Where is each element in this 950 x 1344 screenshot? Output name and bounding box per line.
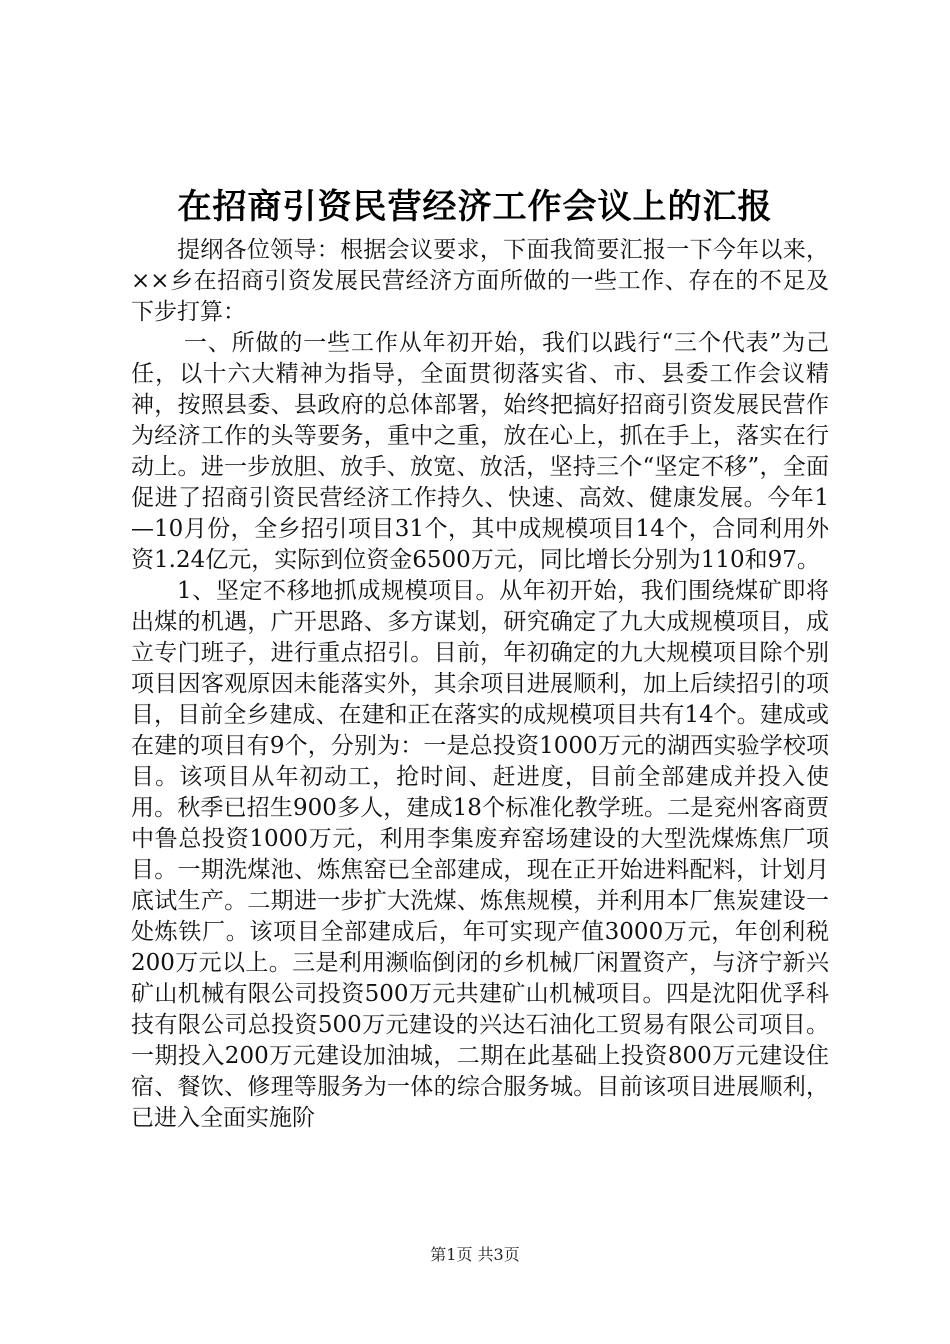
document-body — [131, 235, 829, 1134]
paragraph-intro: 提纲各位领导：根据会议要求，下面我简要汇报一下今年以来，××乡在招商引资发展民营经济方面所做的一些工作、存在的不足及下步打算： — [131, 237, 829, 325]
paragraph-item-one: 1、坚定不移地抓成规模项目。从年初开始，我们围绕煤矿即将出煤的机遇，广开思路、多方谋划，研究确定了九大成规模项目，成立专门班子，进行重点招引。目前，年初确定的九大规模项目除个别项目因客观原因未能落实外，其余项目进展顺利，加上后续招引的项目，目前全乡建成、在建和正在落实的成规模项目共有14个。建成或在建的项目有9个，分别为：一是总投资1000万元的湖西实验学校项目。该项目从年初动工，抢时间、赶进度，目前全部建成并投入使用。秋季已招生900多人，建成18个标准化教学班。二是兖州客商贾中鲁总投资1000万元，利用李集废弃窑场建设的大型洗煤炼焦厂项目。一期洗煤池、炼焦窑已全部建成，现在正开始进料配料，计划月底试生产。二期进一步扩大洗煤、炼焦规模，并利用本厂焦炭建设一处炼铁厂。该项目全部建成后，年可实现产值3000万元，年创利税200万元以上。三是利用濒临倒闭的乡机械厂闲置资产，与济宁新兴矿山机械有限公司投资500万元共建矿山机械项目。四是沈阳优孚科技有限公司总投资500万元建设的兴达石油化工贸易有限公司项目。一期投入200万元建设加油城，二期在此基础上投资800万元建设住宿、餐饮、修理等服务为一体的综合服务城。目前该项目进展顺利，已进入全面实施阶 — [131, 578, 829, 1131]
document-title: 在招商引资民营经济工作会议上的汇报 — [177, 187, 773, 227]
paragraph-section-one: 一、所做的一些工作从年初开始，我们以践行“三个代表”为己任，以十六大精神为指导，全面贯彻落实省、市、县委工作会议精神，按照县委、县政府的总体部署，始终把搞好招商引资发展民营作为经济工作的头等要务，重中之重，放在心上，抓在手上，落实在行动上。进一步放胆、放手、放宽、放活，坚持三个“坚定不移”，全面促进了招商引资民营经济工作持久、快速、高效、健康发展。今年1—10月份，全乡招引项目31个，其中成规模项目14个，合同利用外资1.24亿元，实际到位资金6500万元，同比增长分别为110和97。 — [131, 330, 829, 573]
page-footer: 第1页 共3页 — [430, 1245, 520, 1264]
